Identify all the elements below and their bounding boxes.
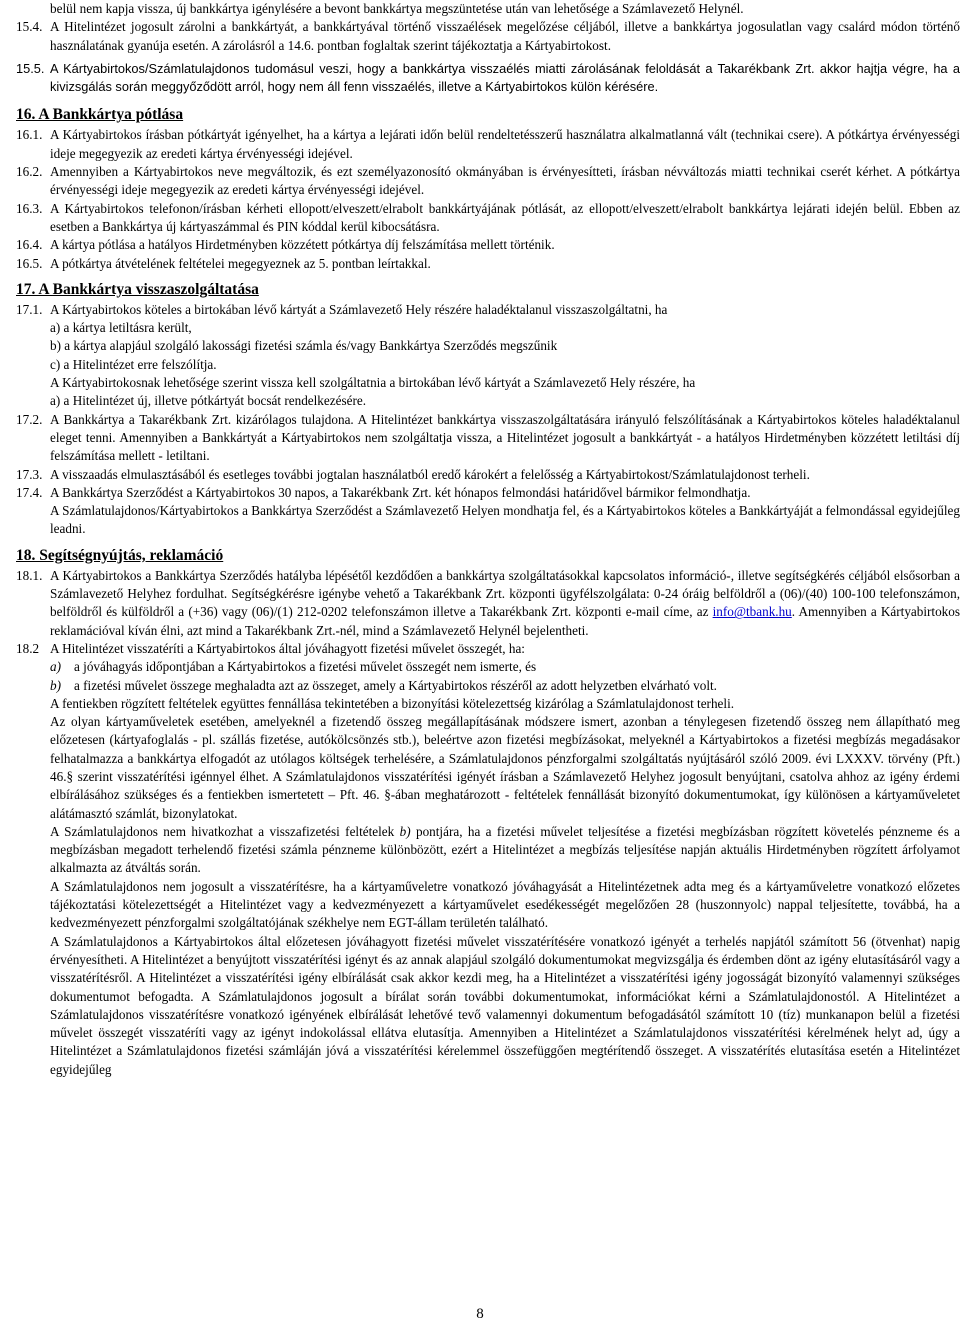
section-17-3: 17.3. A visszaadás elmulasztásából és esetleges további jogtalan használatból eredő károkért a felelősség a Kártyabirtokost/Számlatulajdonost terheli. — [16, 466, 810, 482]
list-item: c) a Hitelintézet erre felszólítja. — [50, 356, 217, 372]
section-18-1: 18.1. A Kártyabirtokos a Bankkártya Szerződés hatályba lépésétől kezdődően a bankkártya szolgáltatásokkal kapcsolatos információ-, illetve segítségkérés céljából elsősorban a Számlavezető Helyhez fordulhat. Segítségkérésre igénybe vehető a Takarékbank Zrt. központi ügyfélszolgálata: 0-24 óráig belföldről a (06)/(40) 100-100 telefonszámon, belföldről és külföldről a (+36) vagy (06)/(1) 212-0202 telefonszámon illetve a Takarékbank Zrt. központi e-mail címe, az info@tbank.hu. Amennyiben a Kártyabirtokos reklamációval kíván élni, azt mind a Takarékbank Zrt.-nél, mind a Számlavezető Helynél bejelentheti. — [16, 567, 960, 638]
heading-16: 16. A Bankkártya pótlása — [16, 106, 184, 124]
paragraph: Az olyan kártyaműveletek esetében, amelyeknél a fizetendő összeg megállapításának módszere ismert, azonban a ténylegesen fizetendő összeg nem állapítható meg előzetesen (kártyafoglalás - pl. szállás fizetése, autókölcsönzés stb.), beleértve azon fizetési megbízásokat, melyeknél a Kártyabirtokos a fizetési megbízás megadásakor felhatalmazza a bankkártya elfogadót az utólagos költségek terhelésére, a Számlatulajdonos pénzforgalmi szolgáltatás nyújtásáról szóló 2009. évi LXXXV. törvény (Pft.) 46.§ szerint visszatérítési igénnyel élhet. A Számlatulajdonos visszatérítési igényét írásban a Számlavezető Helyhez jogosult benyújtani, csatolva ahhoz az igény érdemi elbírálásához szükséges és a fentiekben ismertetett – Pft. 46. §-ában meghatározott - feltételek fennállását bizonyító dokumentumokat, így különösen a kártyaműveletet alátámasztó számlát, bizonylatokat. — [50, 714, 960, 821]
document-page — [16, 0, 960, 1079]
section-16-5: 16.5. A pótkártya átvételének feltételei megegyeznek az 5. pontban leírtakkal. — [16, 255, 431, 271]
section-15-5 — [16, 60, 960, 97]
list-item: a) a jóváhagyás időpontjában a Kártyabirtokos a fizetési művelet összegét nem ismerte, és — [50, 659, 537, 675]
section-18-2: 18.2 A Hitelintézet visszatéríti a Kártyabirtokos által jóváhagyott fizetési művelet összegét, ha: — [16, 640, 525, 656]
page-number: 8 — [476, 1306, 484, 1322]
section-17-2: 17.2. A Bankkártya a Takarékbank Zrt. kizárólagos tulajdona. A Hitelintézet bankkártya visszaszolgáltatására irányuló felszólításának a Kártyabirtokos köteles haladéktalanul eleget tenni. Amennyiben a Bankkártyát a Kártyabirtokos nem szolgáltatja vissza, a Hitelintézet jogosult a bankkártyát - a hatályos Hirdetményben közzétett letiltási díj felszámítása mellett - letiltani. — [16, 411, 960, 464]
paragraph: A Számlatulajdonos nem jogosult a visszatérítésre, ha a kártyaműveletre vonatkozó jóváhagyását a Hitelintézetnek adta meg és a kártyaműveletre vonatkozó előzetes tájékoztatási kötelezettségét a Hitelintézet vagy a kedvezményezett a kártyaművelet esedékességét megelőzően 28 (huszonnyolc) nappal teljesítette, továbbá, ha a kedvezményezett pénzforgalmi szolgáltatójának székhelye nem EGT-állam területén található. — [50, 878, 960, 931]
paragraph: A Számlatulajdonos nem hivatkozhat a visszafizetési feltételek b) pontjára, ha a fizetési művelet teljesítése a fizetési megbízásban rögzített követelés pénzneme és a megbízásban megadott terhelendő fizetési számla pénzneme különbözött, ezért a Hitelintézet a megbízás teljesítése napján aktuális Hirdetményben rögzített árfolyamot alkalmazta az átváltás során. — [50, 823, 960, 876]
heading-17: 17. A Bankkártya visszaszolgáltatása — [16, 280, 259, 298]
section-number: 15.4. — [16, 19, 43, 35]
paragraph: A fentiekben rögzített feltételek együttes fennállása tekintetében a bizonyítási kötelezettség kizárólag a Számlatulajdonost terheli. — [50, 695, 735, 711]
list-item: b) a kártya alapjául szolgáló lakossági fizetési számla és/vagy Bankkártya Szerződés megszűnik — [50, 338, 558, 354]
section-16-3: 16.3. A Kártyabirtokos telefonon/írásban kérheti ellopott/elveszett/elrabolt bankkártyájának pótlását, az ellopott/elveszett/elrabolt bankkártya lejárati idején belül. Ebben az esetben a Bankkártya új kártyaszámmal és PIN kóddal kerül kibocsátásra. — [16, 200, 960, 234]
section-17-4: 17.4. A Bankkártya Szerződést a Kártyabirtokos 30 napos, a Takarékbank Zrt. két hónapos felmondási határidővel bármikor felmondhatja. — [16, 484, 751, 500]
list-item: a) a kártya letiltásra került, — [50, 320, 192, 336]
section-15-4 — [16, 18, 960, 55]
section-number: 15.5. — [16, 60, 45, 76]
list-item: b) a fizetési művelet összege meghaladta azt az összeget, amely a Kártyabirtokos részéről az adott helyzetben elvárható volt. — [50, 677, 717, 693]
heading-18: 18. Segítségnyújtás, reklamáció — [16, 546, 224, 564]
list-item: a) a Hitelintézet új, illetve pótkártyát bocsát rendelkezésére. — [50, 393, 366, 409]
section-16-1: 16.1. A Kártyabirtokos írásban pótkártyát igényelhet, ha a kártya a lejárati időn belül rendeltetésszerű használatra alkalmatlanná vált (technikai csere). A pótkártya érvényességi ideje megegyezik az eredeti kártya érvényességi idejével. — [16, 127, 960, 161]
paragraph: A Számlatulajdonos a Kártyabirtokos által előzetesen jóváhagyott fizetési művelet visszatérítésére vonatkozó igényét a terhelés napjától számított 56 (ötvenhat) napig érvényesítheti. A Hitelintézet a benyújtott visszatérítési igényt és az annak alapjául szolgáló dokumentumokat megvizsgálja és érdemben dönt az igény elutasításáról vagy a visszatérítésről. A Hitelintézet a visszatérítési igény elbírálását csak akkor kezdi meg, ha a Hitelintézet a visszatérítési igény jogosságát bizonyító valamennyi szükséges dokumentumot befogadta. A Számlatulajdonos jogosult a bírálat során további dokumentumokat, információkat kérni a Számlatulajdonostól. A Hitelintézet a Számlatulajdonos visszatérítésre vonatkozó igényének elbírálását lehetővé tevő valamennyi dokumentum befogadásától számított 10 (tíz) munkanapon belül a fizetési művelet összegét visszatéríti vagy az igényt indokolással ellátva elutasítja. Amennyiben a Hitelintézet a Számlatulajdonos visszatérítési kérelmének helyt ad, úgy a Hitelintézet a Számlatulajdonos fizetési számláján jóvá a visszatérítési kérelemmel összefüggően megtérítendő összeget. A visszatérítés elutasítása esetén a Hitelintézet egyidejűleg — [50, 933, 960, 1077]
paragraph: A Kártyabirtokosnak lehetősége szerint vissza kell szolgáltatnia a birtokában lévő kártyát a Számlavezető Hely részére, ha — [50, 375, 696, 391]
section-17-1: 17.1. A Kártyabirtokos köteles a birtokában lévő kártyát a Számlavezető Hely részére haladéktalanul visszaszolgáltatni, ha — [16, 301, 668, 317]
section-16-2: 16.2. Amennyiben a Kártyabirtokos neve megváltozik, és ezt személyazonosító okmányában is érvényesítteti, írásban névváltozás miatti technikai cserét kérhet. A pótkártya érvényességi ideje megegyezik az eredeti kártya érvényességi idejével. — [16, 164, 960, 198]
paragraph: A Számlatulajdonos/Kártyabirtokos a Bankkártya Szerződést a Számlavezető Helyen mondhatja fel, és a Kártyabirtokos köteles a Bankkártyáját a felmondással egyidejűleg leadni. — [50, 503, 960, 537]
section-16-4: 16.4. A kártya pótlása a hatályos Hirdetményben közzétett pótkártya díj felszámítása mellett történik. — [16, 237, 555, 253]
email-link[interactable]: info@tbank.hu — [712, 604, 792, 620]
section-text: A Kártyabirtokos/Számlatulajdonos tudomásul veszi, hogy a bankkártya visszaélés miatti zárolásának feloldását a Takarékbank Zrt. akkor hajtja végre, ha a kivizsgálás során meggyőződött arról, hogy nem áll fenn visszaélés, illetve a Kártyabirtokos külön kérésére. — [50, 60, 960, 95]
section-text: A Hitelintézet jogosult zárolni a bankkártyát, a bankkártyával történő visszaélések megelőzése céljából, illetve a bankkártya jogosulatlan vagy csalárd módon történő használatának gyanúja esetén. A zárolásról a 14.6. pontban foglaltak szerint tájékoztatja a Kártyabirtokost. — [50, 19, 960, 53]
top-line: belül nem kapja vissza, új bankkártya igénylésére a bevont bankkártya megszüntetése után van lehetősége a Számlavezető Helynél. — [50, 1, 744, 16]
